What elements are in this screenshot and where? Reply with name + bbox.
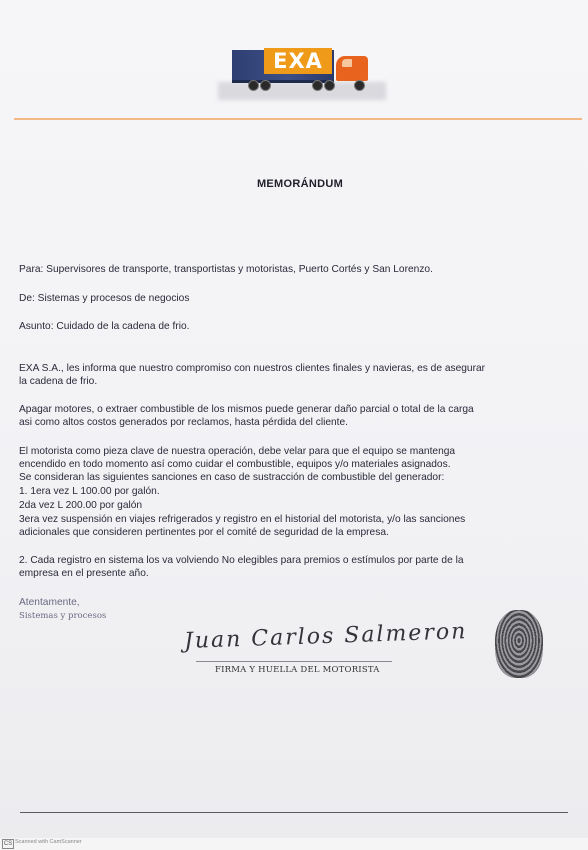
paragraph-line: empresa en el presente año. (19, 568, 149, 579)
bottom-divider (20, 812, 568, 813)
paragraph-line: 2. Cada registro en sistema los va volviendo No elegibles para premios o estímulos por parte de la (19, 555, 464, 566)
sanction-item: 2da vez L 200.00 por galón (19, 500, 143, 511)
truck-window-icon (342, 59, 352, 67)
handwritten-signature: Juan Carlos Salmeron (183, 619, 468, 654)
paragraph-line: EXA S.A., les informa que nuestro compromiso con nuestros clientes finales y navieras, es de asegurar (19, 363, 486, 374)
closing-text: Atentamente, (19, 597, 80, 608)
paragraph-line: adicionales que consideren pertinentes por el comité de seguridad de la empresa. (19, 527, 389, 538)
paragraph-line: Apagar motores, o extraer combustible de los mismos puede generar daño parcial o total de la carga (19, 404, 474, 415)
header-divider (14, 118, 582, 120)
signature-label: FIRMA Y HUELLA DEL MOTORISTA (215, 665, 380, 675)
logo-brand-text: EXA (264, 48, 332, 74)
paragraph-line: El motorista como pieza clave de nuestra operación, debe velar para que el equipo se mantenga (19, 446, 456, 457)
truck-cab-icon (336, 56, 368, 81)
memo-to: Para: Supervisores de transporte, transportistas y motoristas, Puerto Cortés y San Lorenzo. (19, 264, 433, 275)
sanction-item: 3era vez suspensión en viajes refrigerados y registro en el historial del motorista, y/o las sanciones (19, 514, 466, 525)
wheel-icon (260, 80, 271, 91)
company-logo (214, 44, 386, 102)
paragraph-line: la cadena de frio. (19, 376, 98, 387)
closing-department: Sistemas y procesos (19, 611, 107, 621)
wheel-icon (354, 80, 365, 91)
memo-from: De: Sistemas y procesos de negocios (19, 293, 190, 304)
scan-footer (0, 838, 588, 850)
fingerprint-icon (495, 610, 543, 678)
sanction-item: 1. 1era vez L 100.00 por galón. (19, 486, 160, 497)
wheel-icon (312, 80, 323, 91)
scan-watermark-text: Scanned with CamScanner (15, 839, 82, 845)
paragraph-line: encendido en todo momento así como cuidar el combustible, equipos y/o materiales asignados. (19, 459, 451, 470)
paragraph-line: Se consideran las siguientes sanciones en caso de sustracción de combustible del generador: (19, 472, 445, 483)
wheel-icon (248, 80, 259, 91)
memo-title: MEMORÁNDUM (256, 178, 344, 190)
camscanner-icon: CS (3, 841, 13, 847)
wheel-icon (324, 80, 335, 91)
memo-subject: Asunto: Cuidado de la cadena de frio. (19, 321, 190, 332)
signature-line (196, 661, 392, 662)
paragraph-line: asi como altos costos generados por reclamos, hasta pérdida del cliente. (19, 417, 349, 428)
